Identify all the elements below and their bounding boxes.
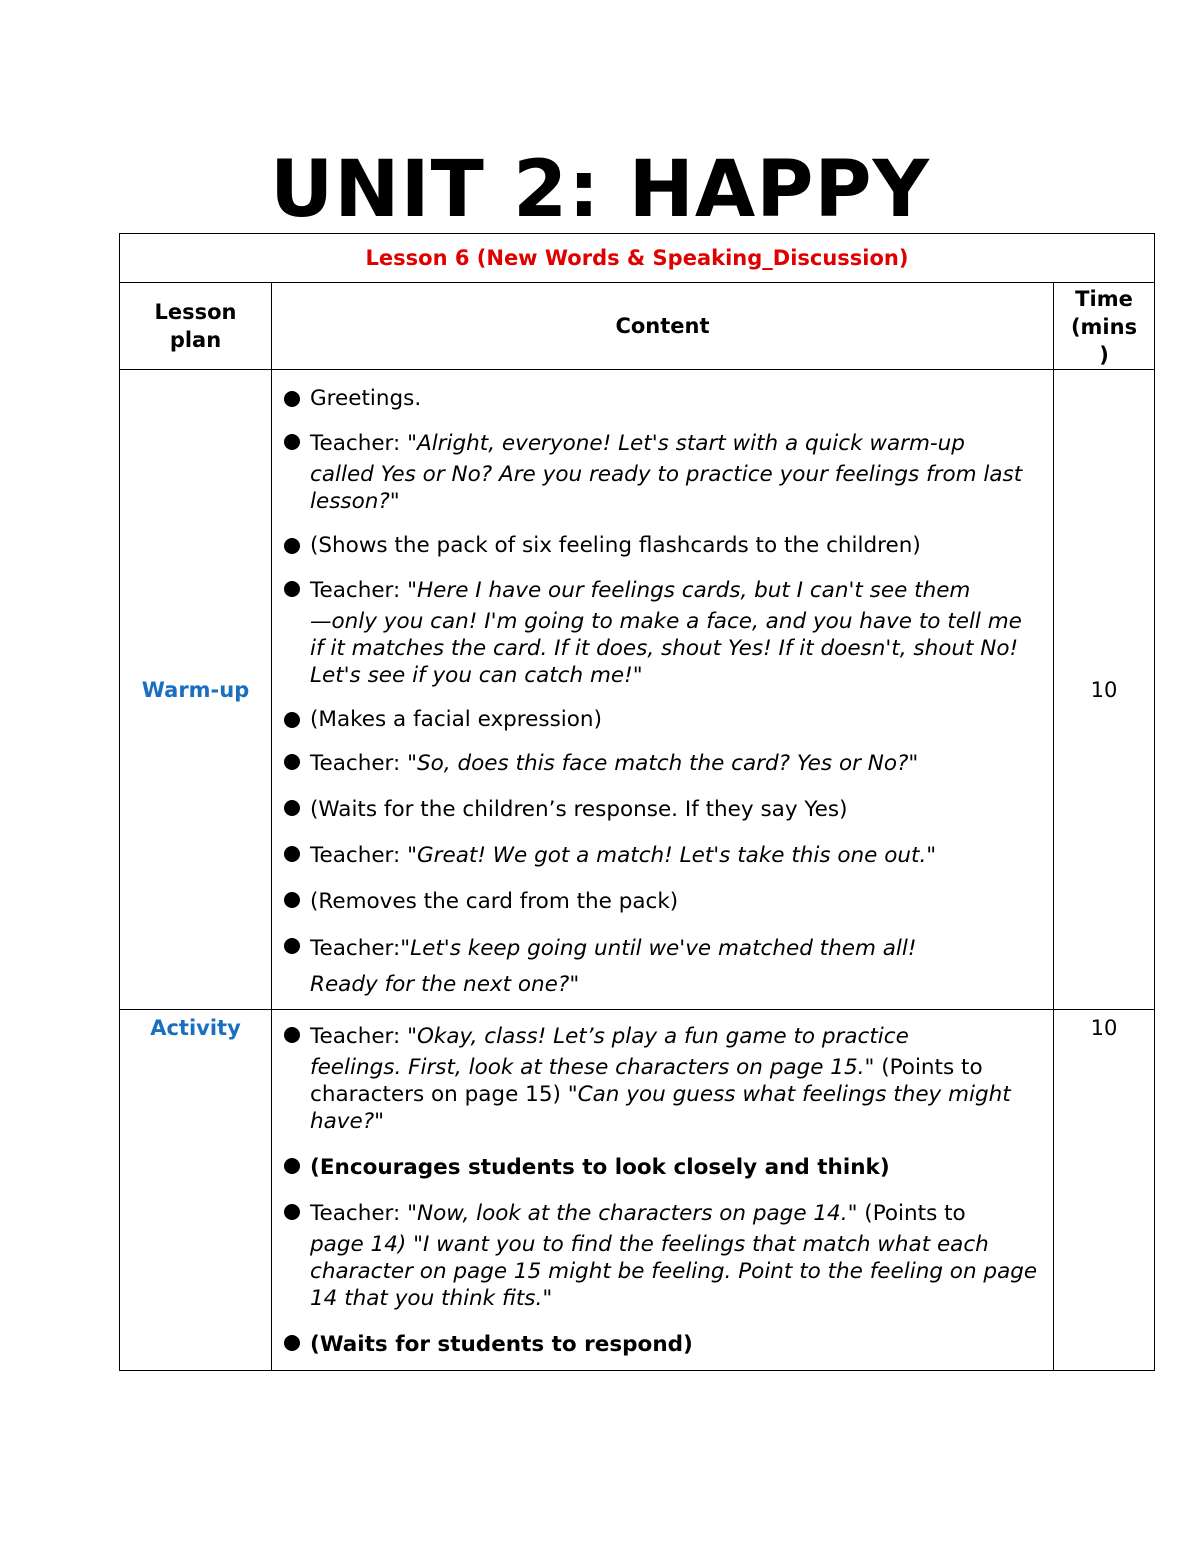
item-quote: Can you guess what feelings they might have? [310,1082,1011,1134]
item-quote: Now, look at the characters on page 14. [417,1201,848,1226]
item-prefix: Teacher: " [310,1024,417,1049]
header-lesson-plan-line1: Lesson [154,300,237,324]
header-content: Content [272,283,1054,370]
bullet-icon [284,938,300,954]
item-prefix: Teacher: " [310,843,417,868]
lesson-title: Lesson 6 (New Words & Speaking_Discussion) [120,234,1155,283]
item-text: (Encourages students to look closely and think) [310,1155,890,1180]
warm-up-content [272,370,1054,1010]
item-quote: —only you can! I'm going to make a face, and you have to tell me if it matches the card. If it does, shout Yes! If it doesn't, shout No! Let's see if you can catch me! [310,609,1022,688]
item-text: (Removes the card from the pack) [310,889,679,914]
header-time-line2: (mins [1070,315,1138,339]
activity-label: Activity [120,1010,272,1371]
list-item [284,1151,1041,1185]
list-item [284,747,1041,781]
bullet-icon [284,434,300,450]
activity-row [120,1010,1155,1371]
header-time-line3: ) [1099,343,1109,367]
warm-up-label: Warm-up [120,370,272,1010]
item-quote: So, does this face match the card? Yes or No? [417,751,909,776]
item-prefix: Teacher: " [310,578,417,603]
bullet-icon [284,846,300,862]
activity-content [272,1010,1054,1371]
bullet-icon [284,538,300,554]
list-item [284,1197,1041,1316]
item-prefix: Teacher: " [310,431,417,456]
warm-up-time: 10 [1054,370,1155,1010]
list-item [284,793,1041,827]
item-suffix: " [389,489,400,514]
bullet-icon [284,754,300,770]
item-mid: " (Points to characters on page 15) " [310,1055,983,1107]
item-prefix: Teacher:" [310,936,411,961]
list-item [284,931,1041,1003]
item-prefix: Teacher: " [310,1201,417,1226]
item-quote: Ready for the next one? [310,972,570,997]
item-text: (Waits for the children’s response. If they say Yes) [310,797,848,822]
item-suffix: " [374,1109,385,1134]
bullet-icon [284,892,300,908]
lesson-title-row [120,234,1155,283]
header-lesson-plan [120,283,272,370]
header-lesson-plan-line2: plan [169,328,222,352]
list-item [284,531,1041,561]
bullet-icon [284,581,300,597]
header-time [1054,283,1155,370]
item-mid: " (Points to [847,1201,966,1226]
list-item [284,574,1041,693]
bullet-icon [284,712,300,728]
list-item [284,427,1041,519]
item-suffix: " [926,843,937,868]
item-text: (Makes a facial expression) [310,707,602,732]
lesson-plan-table [119,233,1155,1371]
item-quote: Great! We got a match! Let's take this one out. [417,843,927,868]
item-text: (Waits for students to respond) [310,1332,693,1357]
item-quote: Okay, class! Let’s play a fun game to practice [417,1024,909,1049]
activity-time: 10 [1054,1010,1155,1371]
list-item [284,705,1041,735]
bullet-icon [284,1158,300,1174]
page-title: UNIT 2: HAPPY [269,145,931,235]
bullet-icon [284,1204,300,1220]
warm-up-row [120,370,1155,1010]
header-row [120,283,1155,370]
item-suffix: " [569,972,580,997]
item-prefix: Teacher: " [310,751,417,776]
item-quote: feelings. First, look at these characters on page 15. [310,1055,865,1080]
item-quote: called Yes or No? Are you ready to practice your feelings from last lesson? [310,462,1023,514]
item-suffix: " [542,1286,553,1311]
item-suffix: " [632,663,643,688]
item-quote: Here I have our feelings cards, but I can't see them [417,578,971,603]
list-item [284,384,1041,414]
bullet-icon [284,1335,300,1351]
item-suffix: " [908,751,919,776]
item-text: Greetings. [310,386,422,411]
list-item [284,885,1041,919]
list-item [284,1020,1041,1139]
item-quote: Alright, everyone! Let's start with a quick warm-up [417,431,965,456]
item-quote: Let's keep going until we've matched them all! [410,936,917,961]
bullet-icon [284,1027,300,1043]
bullet-icon [284,391,300,407]
item-quote: page 14) "I want you to find the feelings that match what each character on page 15 might be feeling. Point to the feeling on page 14 that you think fits. [310,1232,1038,1311]
item-text: (Shows the pack of six feeling flashcards to the children) [310,533,921,558]
header-time-line1: Time [1075,287,1133,311]
bullet-icon [284,800,300,816]
list-item [284,839,1041,873]
list-item [284,1328,1041,1362]
